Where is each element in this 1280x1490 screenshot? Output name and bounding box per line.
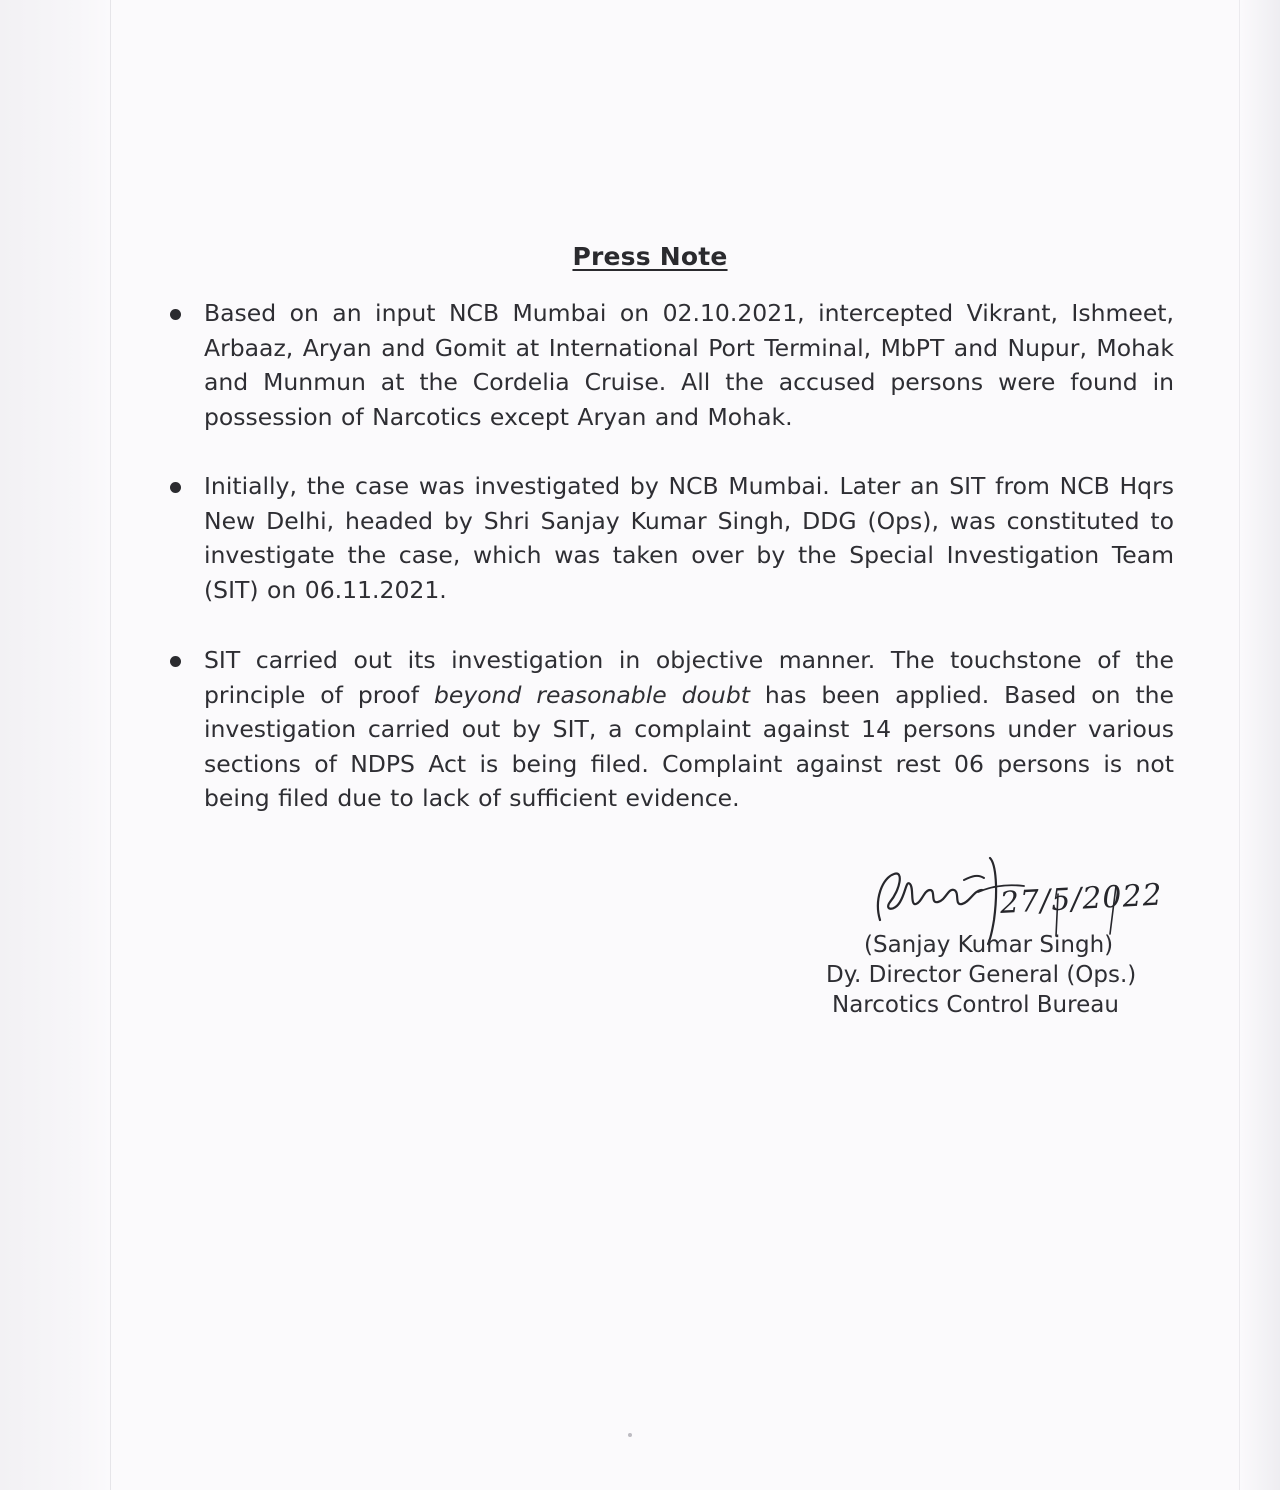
page-title: Press Note [572, 242, 728, 271]
bullet-text: Initially, the case was investigated by NCB Mumbai. Later an SIT from NCB Hqrs New Delhi, headed by Shri Sanjay Kumar Singh, DDG (Ops), was constituted to investigate the case, which was taken over by the Special Investigation Team (SIT) on 06.11.2021. [204, 472, 1174, 604]
bullet-text-emphasis: beyond reasonable doubt [433, 680, 750, 709]
bullet-text-part: SIT carried out its investigation in objective manner. The touchstone of the principle of proof [204, 646, 1174, 709]
signature-date: 27/5/2022 [999, 877, 1164, 921]
bullet-text: Based on an input NCB Mumbai on 02.10.2021, intercepted Vikrant, Ishmeet, Arbaaz, Aryan and Gomit at International Port Terminal, MbPT and Nupur, Mohak and Munmun at the Cordelia Cruise. All the accused persons were found in possession of Narcotics except Aryan and Mohak. [204, 299, 1174, 431]
bullet-text-part: has been applied. Based on the investigation carried out by SIT, a complaint against 14 persons under various sections of NDPS Act is being filed. Complaint against rest 06 persons is not being filed due to lack of sufficient evidence. [204, 680, 1175, 812]
signatory-name: (Sanjay Kumar Singh) [864, 932, 1114, 958]
signature-block [820, 850, 1250, 1050]
bullet-icon [170, 482, 181, 493]
bullet-text [204, 643, 1174, 816]
paper-speck [628, 1433, 632, 1437]
bullet-icon [170, 656, 181, 667]
signatory-designation: Dy. Director General (Ops.) [826, 962, 1137, 988]
signatory-organization: Narcotics Control Bureau [832, 992, 1119, 1018]
bullet-icon [170, 309, 181, 320]
